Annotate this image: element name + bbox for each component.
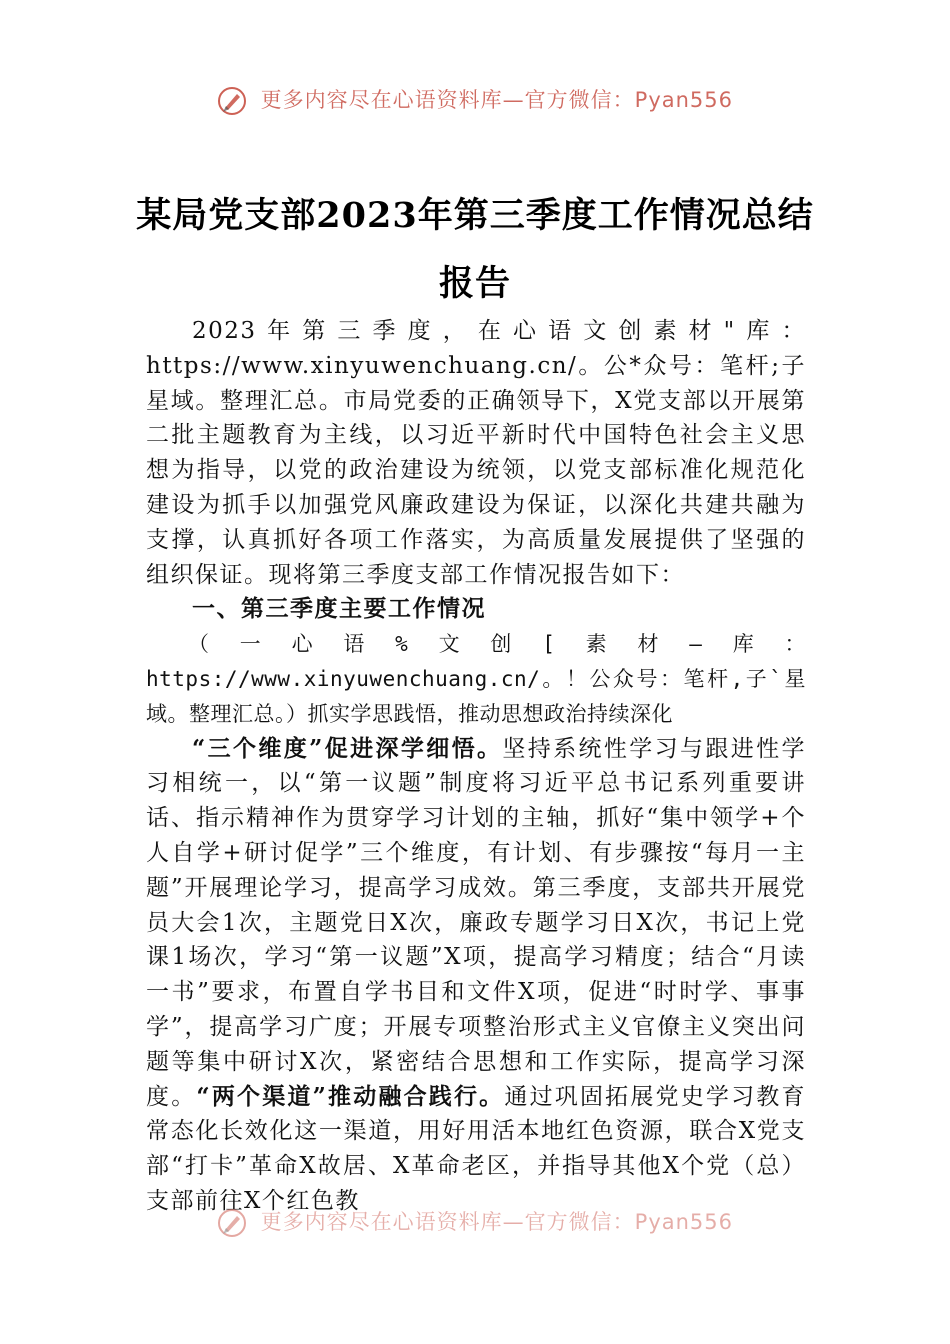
body-text-2: 通过巩固拓展党史学习教育常态化长效化这一渠道，用好用活本地红色资源，联合X党支部“打卡”革命X故居、X革命老区，并指导其他X个党（总）支部前往X个红色教 xyxy=(146,1083,806,1214)
document-title-line-1: 某局党支部2023年第三季度工作情况总结 xyxy=(136,195,814,236)
section-heading: 一、第三季度主要工作情况 xyxy=(192,596,486,623)
intro-paragraph: 2023年第三季度，在心语文创素材"库：https://www.xinyuwenchuang.cn/。公*众号：笔杆;子星域。整理汇总。市局党委的正确领导下，X党支部以开展第二批主题教育为主线，以习近平新时代中国特色社会主义思想为指导，以党的政治建设为统领，以党支部标准化规范化建设为抓手以加强党风廉政建设为保证，以深化共建共融为支撑，认真抓好各项工作落实，为高质量发展提供了坚强的组织保证。现将第三季度支部工作情况报告如下： xyxy=(146,318,806,588)
pen-logo-icon xyxy=(217,1208,247,1238)
watermark-text: 更多内容尽在心语资料库—官方微信：Pyan556 xyxy=(260,1210,734,1234)
watermark-footer xyxy=(0,1206,950,1238)
bold-lead-2: “两个渠道”推动融合践行。 xyxy=(196,1082,505,1110)
pen-logo-icon xyxy=(217,86,247,116)
body-paragraph xyxy=(146,732,806,1219)
watermark-header xyxy=(0,84,950,116)
document-title-line-2: 报告 xyxy=(438,263,511,304)
subsection-heading: （一心语%文创[素材—库：https://www.xinyuwenchuang.cn/。！公众号：笔杆,子`星域。整理汇总。）抓实学思践悟，推动思想政治持续深化 xyxy=(146,632,806,726)
document-body xyxy=(146,314,806,1224)
body-text-1: 坚持系统性学习与跟进性学习相统一，以“第一议题”制度将习近平总书记系列重要讲话、指示精神作为贯穿学习计划的主轴，抓好“集中领学+个人自学+研讨促学”三个维度，有计划、有步骤按“每月一主题”开展理论学习，提高学习成效。第三季度，支部共开展党员大会1次，主题党日X次，廉政专题学习日X次，书记上党课1场次，学习“第一议题”X项，提高学习精度；结合“月读一书”要求，布置自学书目和文件X项，促进“时时学、事事学”，提高学习广度；开展专项整治形式主义官僚主义突出问题等集中研讨X次，紧密结合思想和工作实际，提高学习深度。 xyxy=(146,735,806,1110)
watermark-text: 更多内容尽在心语资料库—官方微信：Pyan556 xyxy=(260,88,734,112)
bold-lead-1: “三个维度”促进深学细悟。 xyxy=(192,734,503,762)
